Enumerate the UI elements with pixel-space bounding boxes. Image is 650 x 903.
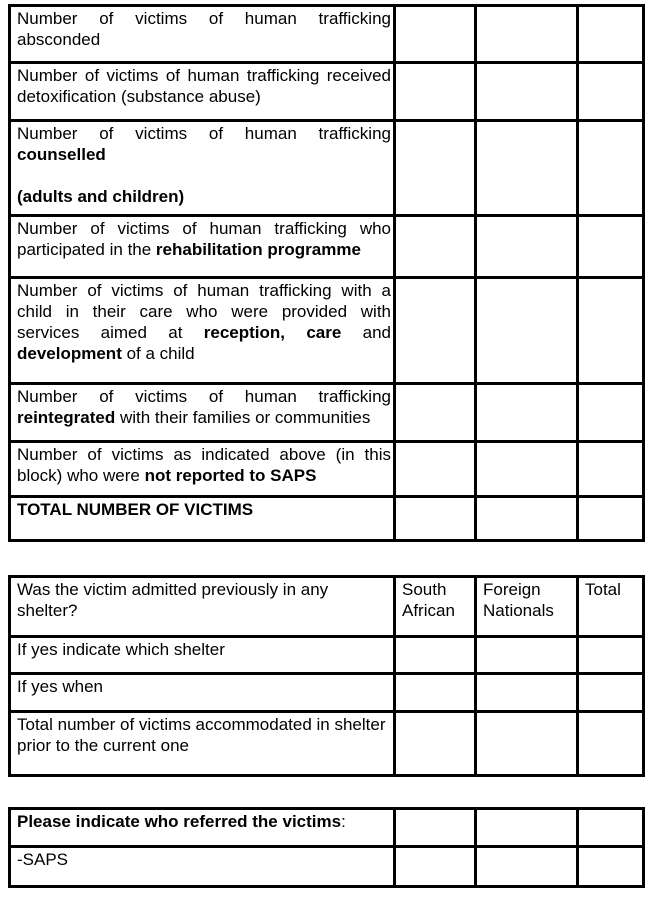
entry-cell[interactable] [578, 847, 644, 887]
column-header-foreign-nationals: Foreign Nationals [476, 577, 578, 637]
entry-cell[interactable] [476, 121, 578, 216]
saps-referral-label: -SAPS [10, 847, 395, 887]
entry-cell[interactable] [395, 6, 476, 63]
entry-cell[interactable] [476, 278, 578, 384]
table-row [10, 674, 644, 712]
previous-shelter-table [8, 575, 645, 777]
table-row [10, 384, 644, 442]
entry-cell[interactable] [578, 674, 644, 712]
victims-rehabilitation-label: Number of victims of human trafficking who participated in the rehabilitation programme [10, 216, 395, 278]
table-row [10, 497, 644, 541]
column-header-total: Total [578, 577, 644, 637]
entry-cell[interactable] [578, 63, 644, 121]
victims-child-care-services-label: Number of victims of human trafficking with a child in their care who were provided with services aimed at reception, care and development of a child [10, 278, 395, 384]
table-row [10, 6, 644, 63]
entry-cell[interactable] [476, 63, 578, 121]
entry-cell[interactable] [395, 847, 476, 887]
entry-cell[interactable] [395, 442, 476, 497]
entry-cell[interactable] [476, 497, 578, 541]
table-row [10, 847, 644, 887]
entry-cell[interactable] [578, 216, 644, 278]
victims-absconded-label: Number of victims of human trafficking absconded [10, 6, 395, 63]
entry-cell[interactable] [476, 442, 578, 497]
table-row [10, 278, 644, 384]
victim-services-statistics-table [8, 4, 645, 542]
entry-cell[interactable] [578, 712, 644, 776]
entry-cell[interactable] [578, 384, 644, 442]
table-row [10, 63, 644, 121]
entry-cell[interactable] [395, 384, 476, 442]
referral-question-label: Please indicate who referred the victims: [10, 809, 395, 847]
entry-cell[interactable] [476, 847, 578, 887]
entry-cell[interactable] [476, 712, 578, 776]
entry-cell[interactable] [578, 278, 644, 384]
table-row [10, 712, 644, 776]
previous-shelter-question-label: Was the victim admitted previously in any shelter? [10, 577, 395, 637]
entry-cell[interactable] [476, 674, 578, 712]
entry-cell[interactable] [476, 216, 578, 278]
entry-cell[interactable] [395, 809, 476, 847]
entry-cell[interactable] [578, 497, 644, 541]
entry-cell[interactable] [395, 674, 476, 712]
table-row [10, 216, 644, 278]
entry-cell[interactable] [395, 497, 476, 541]
prior-shelter-total-label: Total number of victims accommodated in shelter prior to the current one [10, 712, 395, 776]
entry-cell[interactable] [395, 278, 476, 384]
entry-cell[interactable] [476, 6, 578, 63]
table-row [10, 442, 644, 497]
if-yes-when-label: If yes when [10, 674, 395, 712]
victims-counselled-label: Number of victims of human trafficking counselled (adults and children) [10, 121, 395, 216]
victims-reintegrated-label: Number of victims of human trafficking reintegrated with their families or communities [10, 384, 395, 442]
entry-cell[interactable] [578, 637, 644, 674]
entry-cell[interactable] [395, 63, 476, 121]
entry-cell[interactable] [395, 121, 476, 216]
entry-cell[interactable] [395, 637, 476, 674]
victims-not-reported-label: Number of victims as indicated above (in this block) who were not reported to SAPS [10, 442, 395, 497]
entry-cell[interactable] [395, 712, 476, 776]
referral-source-table [8, 807, 645, 888]
entry-cell[interactable] [395, 216, 476, 278]
column-header-south-african: South African [395, 577, 476, 637]
table-row [10, 637, 644, 674]
which-shelter-label: If yes indicate which shelter [10, 637, 395, 674]
table-header-row [10, 809, 644, 847]
entry-cell[interactable] [578, 442, 644, 497]
entry-cell[interactable] [476, 809, 578, 847]
entry-cell[interactable] [578, 6, 644, 63]
total-victims-label: TOTAL NUMBER OF VICTIMS [10, 497, 395, 541]
table-header-row [10, 577, 644, 637]
table-row [10, 121, 644, 216]
entry-cell[interactable] [476, 384, 578, 442]
victims-detoxification-label: Number of victims of human trafficking received detoxification (substance abuse) [10, 63, 395, 121]
entry-cell[interactable] [476, 637, 578, 674]
entry-cell[interactable] [578, 809, 644, 847]
entry-cell[interactable] [578, 121, 644, 216]
